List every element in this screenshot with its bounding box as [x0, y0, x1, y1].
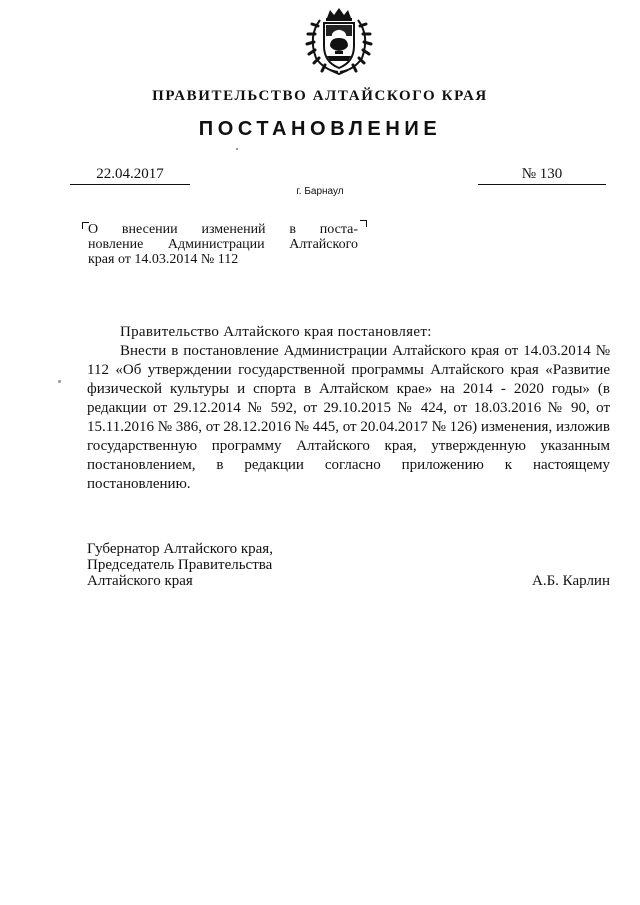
- signatory-position-line: Губернатор Алтайского края,: [87, 541, 273, 557]
- document-type-title: ПОСТАНОВЛЕНИЕ: [198, 118, 442, 140]
- scan-speck: [58, 380, 61, 383]
- subject-line: края от 14.03.2014 № 112: [88, 252, 239, 267]
- document-date: 22.04.2017: [70, 166, 190, 185]
- coat-of-arms-icon: [296, 6, 382, 76]
- body-main-paragraph: Внести в постановление Администрации Алтайского края от 14.03.2014 № 112 «Об утверждении государственной программы Алтайского края «Развитие физической культуры и спорта в Алтайском крае» на 2014 - 2020 годы» (в редакции от 29.12.2014 № 592, от 29.10.2015 № 424, от 18.03.2016 № 90, от 15.11.2016 № 386, от 28.12.2016 № 445, от 20.04.2017 № 126) изменения, изложив государственную программу Алтайского края, утвержденную указанным постановлением, в редакции согласно приложению к настоящему постановлению.: [87, 343, 610, 492]
- document-city: г. Барнаул: [296, 186, 344, 197]
- subject-line: О внесении изменений в поста-: [88, 222, 358, 237]
- signatory-name: А.Б. Карлин: [531, 573, 610, 589]
- scan-speck: [236, 148, 238, 150]
- signatory-position-line: Председатель Правительства: [87, 557, 273, 573]
- subject-line: новление Администрации Алтайского: [88, 237, 358, 252]
- document-body: [87, 323, 610, 494]
- document-number: № 130: [478, 166, 606, 185]
- subject-bracket-right: [360, 220, 367, 227]
- body-preamble: Правительство Алтайского края постановляет:: [120, 324, 432, 340]
- signatory-position-line: Алтайского края: [87, 573, 193, 589]
- government-title: ПРАВИТЕЛЬСТВО АЛТАЙСКОГО КРАЯ: [152, 88, 488, 104]
- document-subject: [88, 222, 358, 267]
